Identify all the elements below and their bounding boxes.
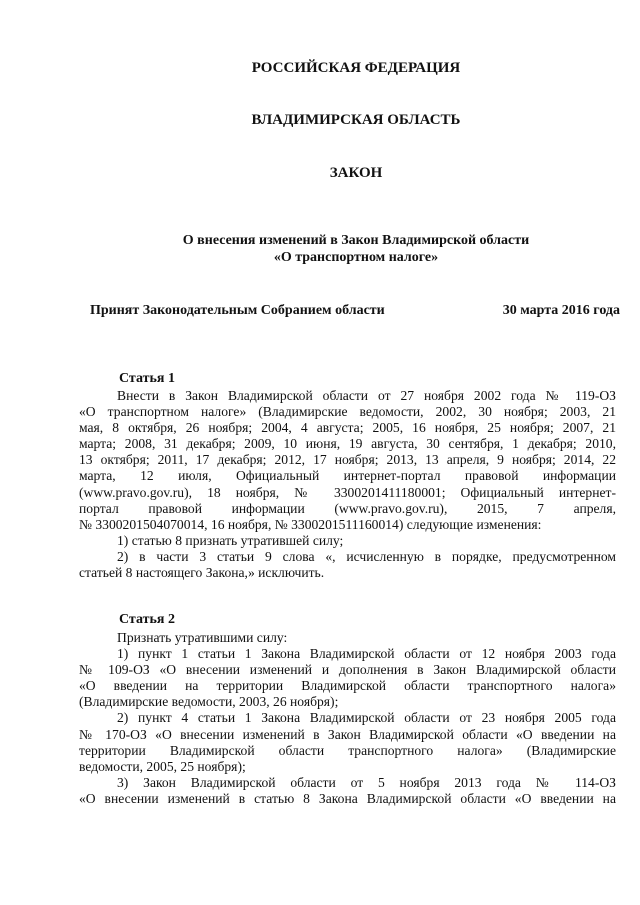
article-2-line: Признать утратившими силу: [117,630,288,645]
article-1-line: Внести в Закон Владимирской области от 27 ноября 2002 года № 119-ОЗ [117,388,616,403]
article-1-line: мая, 8 октября, 26 ноября; 2004, 4 августа; 2005, 16 ноября, 25 ноября; 2007, 21 [79,420,616,436]
article-1-heading: Статья 1 [119,371,175,386]
article-2-heading: Статья 2 [119,612,175,627]
law-title [0,232,640,266]
article-1-item-2: 2) в части 3 статьи 9 слова «, исчисленную в порядке, предусмотренном [117,548,616,564]
article-1-body [79,388,616,581]
header-federation: РОССИЙСКАЯ ФЕДЕРАЦИЯ [251,60,461,76]
article-2-item-3: 3) Закон Владимирской области от 5 ноября 2013 года № 114-ОЗ [117,774,616,790]
article-1-item-1: 1) статью 8 признать утратившей силу; [117,532,344,548]
article-2-line: № 109-ОЗ «О внесении изменений и дополнения в Закон Владимирской области [79,662,616,678]
article-2-item-1: 1) пункт 1 статьи 1 Закона Владимирской области от 12 ноября 2003 года [117,646,616,662]
article-1-line: № 3300201504070014, 16 ноября, № 3300201511160014) следующие изменения: [79,516,542,532]
article-2-line: (Владимирские ведомости, 2003, 26 ноября); [79,694,339,710]
adoption-date: 30 марта 2016 года [502,303,620,318]
article-2-line: ведомости, 2005, 25 ноября); [79,758,246,774]
article-2-line: территории Владимирской области транспортного налога» (Владимирские [79,742,616,758]
article-1-line: статьей 8 настоящего Закона,» исключить. [79,565,325,581]
article-1-line: (www.pravo.gov.ru), 18 ноября, № 3300201411180001; Официальный интернет- [79,484,616,500]
law-title-line-1: О внесения изменений в Закон Владимирской области [182,233,530,248]
law-title-line-2: «О транспортном налоге» [273,250,439,265]
article-2-line: «О введении на территории Владимирской области транспортного налога» [79,678,616,694]
article-1-line: марта, 12 июля, Официальный интернет-портал правовой информации [79,468,616,484]
article-2-body [79,630,616,807]
article-1-line: марта; 2008, 31 декабря; 2009, 10 июня, 19 августа, 30 сентября, 1 декабря; 2010, [79,436,616,452]
article-2-line: № 170-ОЗ «О внесении изменений в Закон Владимирской области «О введении на [79,726,616,742]
adopted-by: Принят Законодательным Собранием области [90,303,385,318]
header-doc-type: ЗАКОН [329,165,383,181]
article-2-item-2: 2) пункт 4 статьи 1 Закона Владимирской области от 23 ноября 2005 года [117,710,616,726]
article-2-line: «О внесении изменений в статью 8 Закона Владимирской области «О введении на [79,790,616,806]
article-1-line: портал правовой информации (www.pravo.gov.ru), 2015, 7 апреля, [79,500,616,516]
header-region: ВЛАДИМИРСКАЯ ОБЛАСТЬ [251,112,461,128]
article-1-line: 13 октября; 2011, 17 декабря; 2012, 17 ноября; 2013, 13 апреля, 9 ноября; 2014, 22 [79,452,616,468]
article-1-line: «О транспортном налоге» (Владимирские ведомости, 2002, 30 ноября; 2003, 21 [79,404,616,420]
